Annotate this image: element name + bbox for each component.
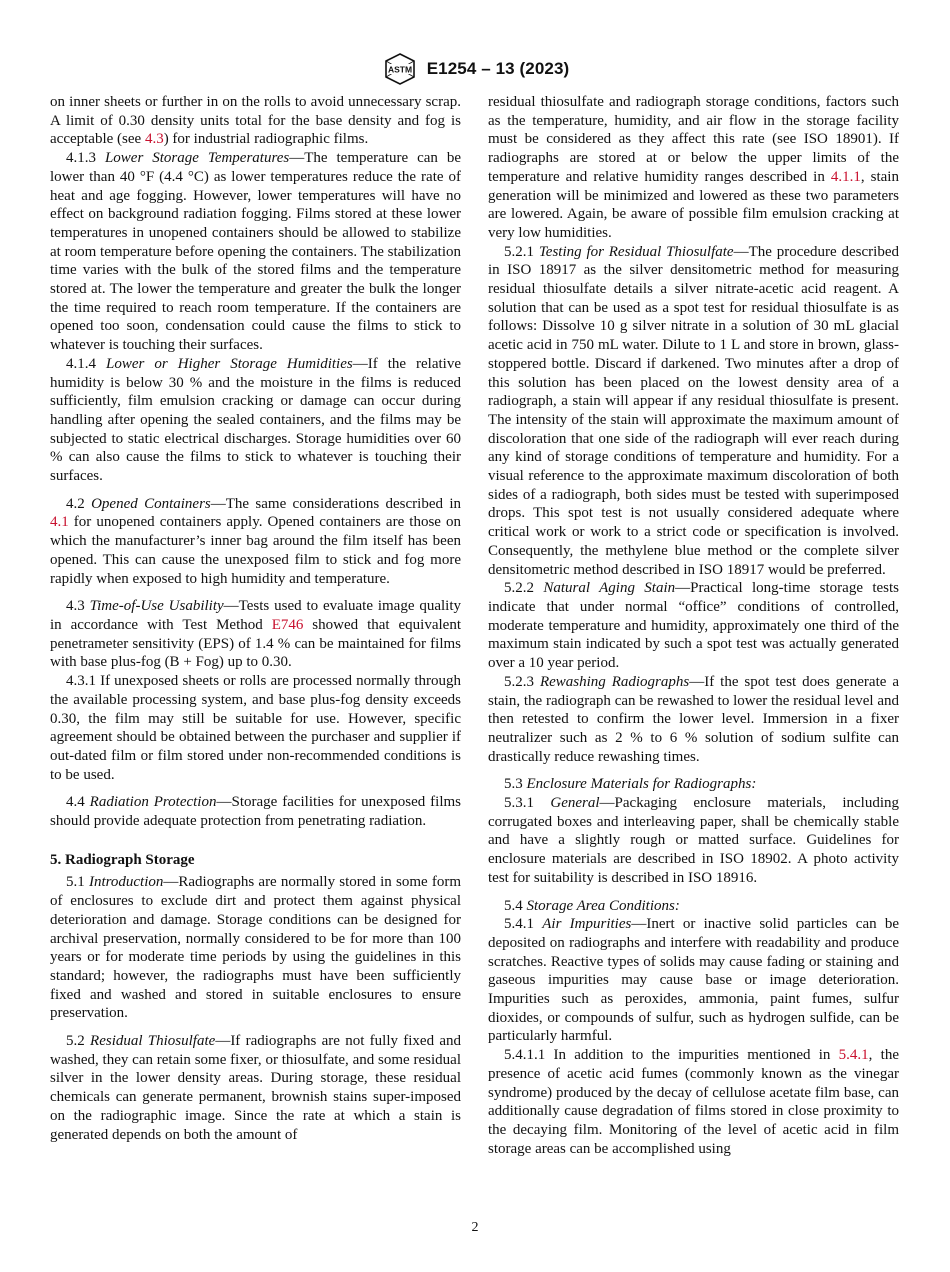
paragraph-continued: on inner sheets or further in on the rolls to avoid unnecessary scrap. A limit of 0.30 density units total for the base density and fog is acceptable (see 4.3) for industrial radiographic films. [50, 94, 461, 148]
section-5-4: 5.4 Storage Area Conditions: [504, 897, 680, 914]
section-title: Lower or Higher Storage Humidities [106, 355, 353, 372]
section-title: Rewashing Radiographs [539, 673, 690, 690]
section-4-2: 4.2 Opened Containers—The same considerations described in 4.1 for unopened containers apply. Opened containers are those on which the manufacturer’s inner bag around the film itself has been opened. This can cause the unexposed film to stick and fog more rapidly when exposed to high humidity and temperature. [50, 495, 461, 587]
section-title: Air Impurities [542, 916, 632, 933]
right-column [488, 93, 899, 1158]
section-5-3-1: 5.3.1 General—Packaging enclosure materials, including corrugated boxes and interleaving paper, shall be chemically stable and have a slightly rough or matted surface. Guidelines for enclosure materials are described in ISO 18902. A photo activity test for suitability is described in ISO 18916. [488, 795, 899, 886]
section-4-3: 4.3 Time-of-Use Usability—Tests used to evaluate image quality in accordance with Test Method E746 showed that equivalent penetrameter sensitivity (EPS) of 1.4 % can be maintained for films with base plus-fog (B + Fog) up to 0.30. [50, 598, 462, 671]
section-4-3-1: 4.3.1 If unexposed sheets or rolls are processed normally through the available processing system, and base plus-fog density exceeds 0.30, the film may still be suitable for use. However, specific agreement should be obtained between the purchaser and supplier if out-dated film or film stored under non-recommended conditions is to be used. [50, 673, 461, 783]
section-title: Lower Storage Temperatures [104, 150, 290, 167]
section-title: Enclosure Materials for Radiographs: [526, 776, 757, 793]
section-5-2-1: 5.2.1 Testing for Residual Thiosulfate—The procedure described in ISO 18917 as the silver densitometric method for measuring residual thiosulfate details a silver nitrate-acetic acid reagent. A solution that can be used as a spot test for residual thiosulfate is as follows: Dissolve 10 g silver nitrate in a solution of 30 mL glacial acetic acid in 750 mL water. Dilute to 1 L and store in brown, glass-stoppered bottle. Discard if darkened. Two minutes after a drop of this solution has been placed on the lowest density area of a radiograph, a stain will appear if any residual thiosulfate is present. The intensity of the stain will approximate the maximum amount of discoloration that one side of the radiograph will ever reach during any kind of storage conditions of temperature and humidity. For a visual reference to the approximate maximum discoloration of both sides of a radiograph, both sides must be tested with superimposed drops. This spot test is not usually considered adequate where critical work or work to a strict code or specification is involved. Consequently, the methylene blue method or the complete silver densitometric method described in ISO 18917 would be preferred. [488, 243, 899, 578]
page-header [0, 52, 950, 86]
section-title: Storage Area Conditions: [526, 897, 680, 914]
section-4-1-3: 4.1.3 Lower Storage Temperatures—The temperature can be lower than 40 °F (4.4 °C) as lower temperatures reduce the rate of heat and age fogging. However, lower temperatures will have no effect on background radiation fogging. Films stored at these lower temperatures in unopened containers should be allowed to stabilize at room temperature before opening the containers. The stabilization time varies with the bulk of the stored films and the temperature stored at. The lower the temperature and greater the bulk the longer the time required to reach room temperature. If the containers are opened too soon, condensation could cause the films to stick to whatever is touching their surfaces. [50, 150, 462, 354]
section-5-1: 5.1 Introduction—Radiographs are normally stored in some form of enclosures to exclude dirt and protect them against physical deterioration and damage. Storage conditions can be designed for archival preservation, normally considered to be for more than 100 years or for moderate time periods by using the guidelines in this standard; however, the radiographs must have been sufficiently fixed and washed and stored in suitable enclosures to ensure preservation. [50, 874, 462, 1022]
section-title: Opened Containers [91, 495, 211, 512]
standard-designation: E1254 – 13 (2023) [426, 59, 570, 78]
astm-logo-icon [381, 53, 419, 85]
section-5-3: 5.3 Enclosure Materials for Radiographs: [504, 776, 757, 793]
page-number: 2 [471, 1220, 479, 1235]
section-5-2: 5.2 Residual Thiosulfate—If radiographs are not fully fixed and washed, they can retain some fixer, or thiosulfate, and some residual silver in the lower density areas. During storage, these residual chemicals can generate permanent, brownish stains super-imposed on the radiographic image. Since the rate at which a stain is generated depends on both the amount of [50, 1033, 462, 1143]
section-4-1-4: 4.1.4 Lower or Higher Storage Humidities—If the relative humidity is below 30 % and the moisture in the films is reduced sufficiently, film emulsion cracking or damage can occur during handling after opening the sealed containers, and the films may be subjected to static electrical discharges. Storage humidities over 60 % can also cause the films to stick to whatever is touching their surfaces. [50, 355, 461, 485]
logo-text: ASTM [387, 64, 412, 75]
section-title: Introduction [88, 874, 164, 891]
left-column [50, 93, 461, 1144]
paragraph-continued: residual thiosulfate and radiograph storage conditions, factors such as the temperature, humidity, and air flow in the storage facility must be considered as they affect this rate (see ISO 18901). If radiographs are stored at or below the upper limits of the temperature and relative humidity ranges described in 4.1.1, stain generation will be minimized and lowered as these two parameters are lowered. Again, be aware of possible film emulsion cracking at very low humidities. [488, 94, 899, 241]
section-5-2-2: 5.2.2 Natural Aging Stain—Practical long-time storage tests indicate that under normal “office” conditions of controlled, moderate temperature and humidity, approximately one third of the maximum stain indicated by such a spot test was actually generated over a 10 year period. [488, 580, 900, 672]
section-5-4-1: 5.4.1 Air Impurities—Inert or inactive solid particles can be deposited on radiographs and interfere with readability and produce scratches. Reactive types of solids may cause fading or staining and gaseous impurities may cause base or image deterioration. Impurities such as peroxides, ammonia, paint fumes, sulfur dioxides, or compounds of sulfur, such as hydrogen sulfide, can be particularly harmful. [488, 916, 899, 1045]
section-title: Testing for Residual Thiosulfate [538, 243, 734, 260]
section-title: Radiation Protection [89, 794, 217, 811]
section-4-4: 4.4 Radiation Protection—Storage facilities for unexposed films should provide adequate protection from penetrating radiation. [50, 794, 461, 830]
section-title: Natural Aging Stain [543, 580, 676, 597]
ref-link-4-3[interactable]: 4.3 [144, 131, 164, 148]
ref-link-4-1-1[interactable]: 4.1.1 [830, 168, 861, 185]
section-5-2-3: 5.2.3 Rewashing Radiographs—If the spot test does generate a stain, the radiograph can be rewashed to lower the residual level and then retested to confirm the lower level. Immersion in a fixer neutralizer such as 2 % to 6 % solution of sodium sulfite can drastically reduce rewashing times. [488, 673, 899, 765]
section-5-4-1-1: 5.4.1.1 In addition to the impurities mentioned in 5.4.1, the presence of acetic acid fumes (commonly known as the vinegar syndrome) produced by the decay of cellulose acetate film base, can additionally cause degradation of films stored in close proximity to the decaying film. Monitoring of the level of acetic acid in film storage areas can be accomplished using [488, 1047, 899, 1157]
section-title: General [550, 795, 600, 812]
section-heading-5: 5. Radiograph Storage [50, 851, 195, 868]
ref-link-4-1[interactable]: 4.1 [50, 514, 69, 531]
section-title: Residual Thiosulfate [90, 1033, 216, 1050]
section-title: Time-of-Use Usability [89, 598, 224, 615]
ref-link-e746[interactable]: E746 [271, 616, 304, 633]
ref-link-5-4-1[interactable]: 5.4.1 [838, 1047, 869, 1064]
